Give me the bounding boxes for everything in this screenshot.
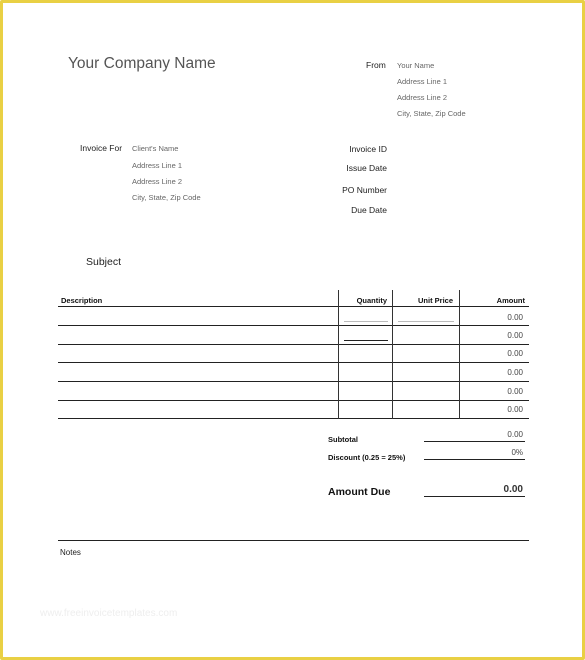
header-quantity: Quantity	[356, 296, 387, 305]
row-amount: 0.00	[507, 387, 523, 396]
notes-label: Notes	[60, 548, 81, 557]
from-address-2: Address Line 2	[397, 93, 448, 102]
amount-due-label: Amount Due	[328, 486, 391, 498]
po-number-label: PO Number	[342, 185, 387, 195]
amount-due-underline	[424, 496, 525, 497]
client-name: Client's Name	[132, 144, 179, 153]
client-address-2: Address Line 2	[132, 177, 183, 186]
header-amount: Amount	[496, 296, 525, 305]
header-description: Description	[61, 296, 103, 305]
watermark: www.freeinvoicetemplates.com	[40, 608, 178, 619]
from-address-1: Address Line 1	[397, 77, 448, 86]
subject-label: Subject	[86, 256, 122, 268]
row-amount: 0.00	[507, 313, 523, 322]
subtotal-underline	[424, 441, 525, 442]
row-amount: 0.00	[507, 405, 523, 414]
row-amount: 0.00	[507, 331, 523, 340]
table-column-divider	[338, 290, 339, 419]
row-amount: 0.00	[507, 349, 523, 358]
discount-label: Discount (0.25 = 25%)	[328, 453, 406, 462]
row-amount: 0.00	[507, 368, 523, 377]
due-date-label: Due Date	[351, 205, 387, 215]
quantity-input-line[interactable]	[344, 321, 388, 322]
quantity-input-line[interactable]	[344, 340, 388, 341]
discount-underline	[424, 459, 525, 460]
from-city: City, State, Zip Code	[397, 109, 466, 118]
table-column-divider	[392, 290, 393, 419]
invoice-id-label: Invoice ID	[349, 144, 387, 154]
notes-divider	[58, 540, 529, 541]
amount-due-value: 0.00	[503, 484, 523, 495]
client-city: City, State, Zip Code	[132, 193, 201, 202]
header-unit-price: Unit Price	[417, 296, 453, 305]
invoice-for-label: Invoice For	[80, 143, 123, 153]
client-address-1: Address Line 1	[132, 161, 183, 170]
from-name: Your Name	[397, 61, 435, 70]
unit-price-input-line[interactable]	[398, 321, 454, 322]
company-name: Your Company Name	[68, 55, 216, 72]
issue-date-label: Issue Date	[346, 163, 387, 173]
discount-value[interactable]: 0%	[511, 448, 523, 457]
table-column-divider	[459, 290, 460, 419]
from-label: From	[366, 60, 386, 70]
subtotal-label: Subtotal	[328, 435, 358, 444]
subtotal-value: 0.00	[507, 430, 523, 439]
